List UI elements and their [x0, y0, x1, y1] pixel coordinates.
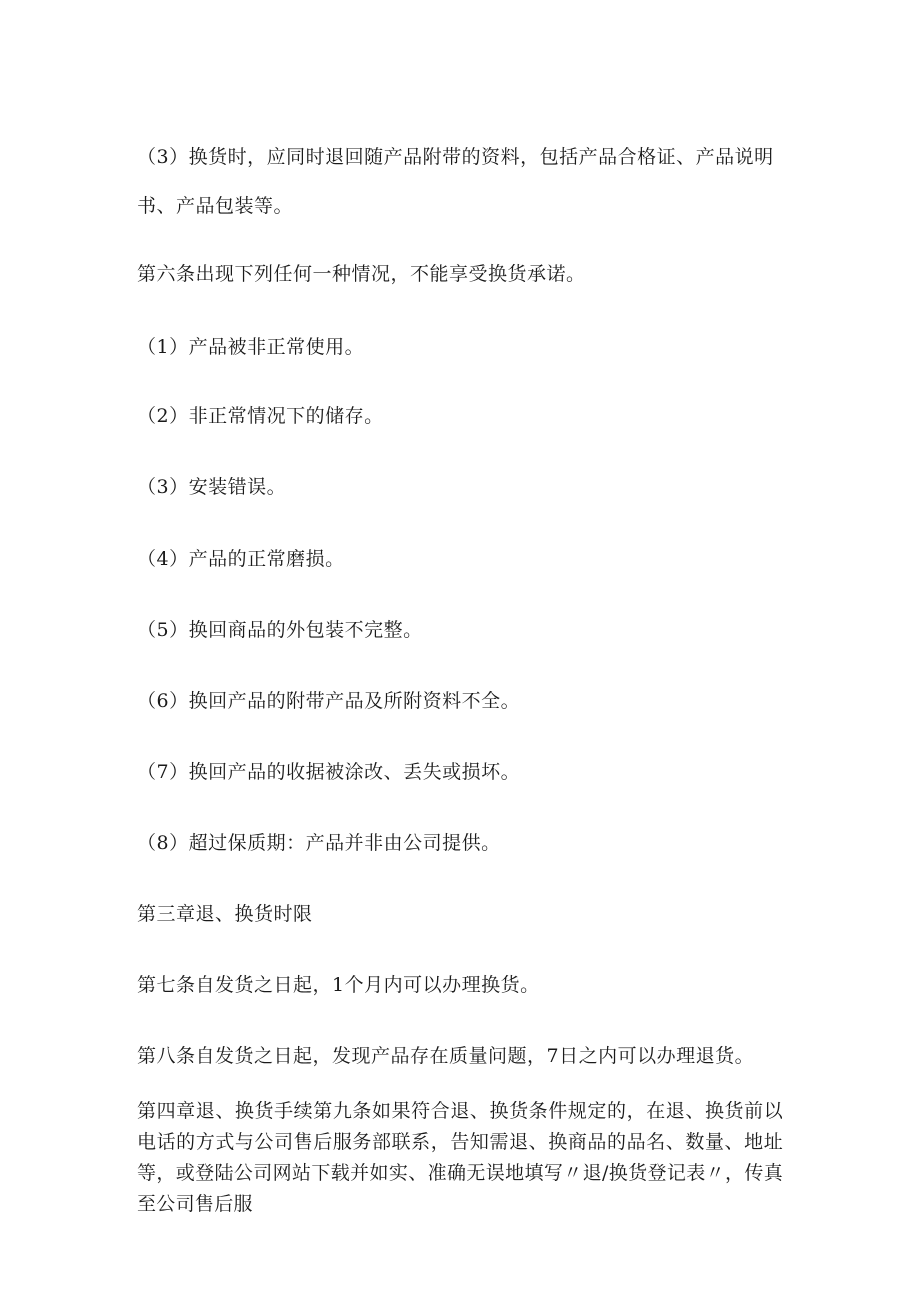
list-item: （3）安装错误。: [137, 476, 287, 498]
list-item: （2）非正常情况下的储存。: [137, 405, 384, 427]
final-paragraph: 第四章退、换货手续第九条如果符合退、换货条件规定的，在退、换货前以电话的方式与公司售后服务部联系，告知需退、换商品的品名、数量、地址等，或登陆公司网站下载并如实、准确无误地填写〃退/换货登记表〃，传真至公司售后服: [137, 1100, 783, 1215]
chapter-heading: 第三章退、换货时限: [137, 903, 313, 925]
article-text: 第七条自发货之日起，1个月内可以办理换货。: [137, 974, 540, 996]
list-item: （1）产品被非正常使用。: [137, 336, 365, 358]
list-item: （5）换回商品的外包装不完整。: [137, 619, 423, 641]
text-line: （3）换货时，应同时退回随产品附带的资料，包括产品合格证、产品说明: [137, 146, 774, 168]
article-text: 第八条自发货之日起，发现产品存在质量问题，7日之内可以办理退货。: [137, 1045, 755, 1067]
list-item: （8）超过保质期：产品并非由公司提供。: [137, 832, 501, 854]
list-item: （6）换回产品的附带产品及所附资料不全。: [137, 690, 521, 712]
list-item: （7）换回产品的收据被涂改、丢失或损坏。: [137, 761, 521, 783]
article-heading: 第六条出现下列任何一种情况，不能享受换货承诺。: [137, 263, 586, 285]
text-line: 书、产品包装等。: [137, 195, 294, 217]
list-item: （4）产品的正常磨损。: [137, 548, 345, 570]
